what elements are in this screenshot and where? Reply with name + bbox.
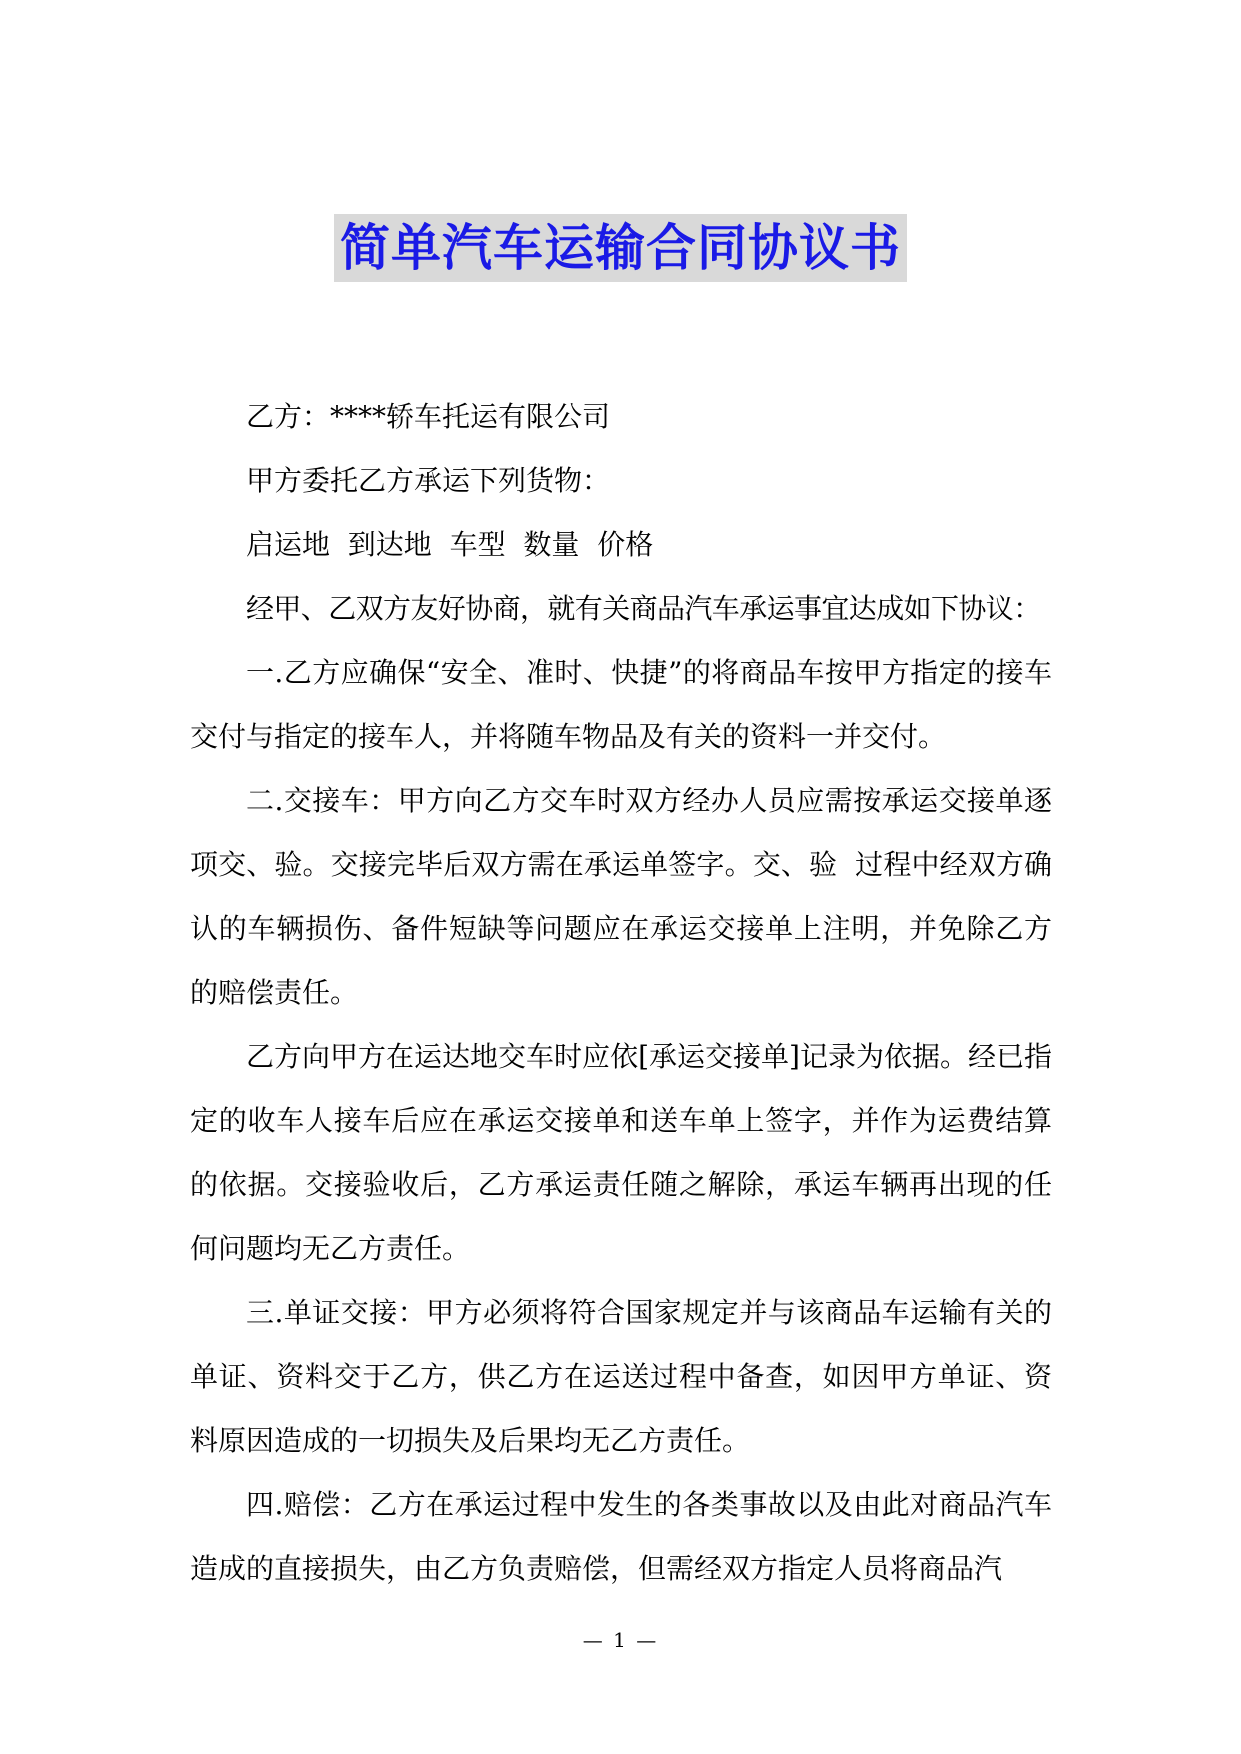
document-body [190,385,1052,1601]
paragraph-clause-3: 三.单证交接：甲方必须将符合国家规定并与该商品车运输有关的单证、资料交于乙方，供乙方在运送过程中备查，如因甲方单证、资料原因造成的一切损失及后果均无乙方责任。 [190,1296,1052,1457]
paragraph-party-b: 乙方：****轿车托运有限公司 [246,400,611,433]
paragraph-clause-4: 四.赔偿：乙方在承运过程中发生的各类事故以及由此对商品汽车造成的直接损失，由乙方负责赔偿，但需经双方指定人员将商品汽 [190,1488,1052,1585]
paragraph-clause-2-delivery: 乙方向甲方在运达地交车时应依[承运交接单]记录为依据。经已指定的收车人接车后应在承运交接单和送车单上签字，并作为运费结算的依据。交接验收后，乙方承运责任随之解除，承运车辆再出现的任何问题均无乙方责任。 [190,1040,1052,1265]
paragraph-cargo-headers: 启运地 到达地 车型 数量 价格 [246,528,654,561]
paragraph-clause-2: 二.交接车：甲方向乙方交车时双方经办人员应需按承运交接单逐项交、验。交接完毕后双方需在承运单签字。交、验 过程中经双方确认的车辆损伤、备件短缺等问题应在承运交接单上注明，并免除乙方的赔偿责任。 [190,784,1052,1009]
paragraph-clause-1: 一.乙方应确保“安全、准时、快捷”的将商品车按甲方指定的接车交付与指定的接车人，并将随车物品及有关的资料一并交付。 [190,656,1052,753]
paragraph-commission: 甲方委托乙方承运下列货物： [246,464,611,497]
title-container [0,214,1241,282]
document-title: 简单汽车运输合同协议书 [334,214,907,282]
paragraph-agreement-intro: 经甲、乙双方友好协商，就有关商品汽车承运事宜达成如下协议： [246,592,1041,625]
page-number: — 1 — [582,1628,659,1652]
